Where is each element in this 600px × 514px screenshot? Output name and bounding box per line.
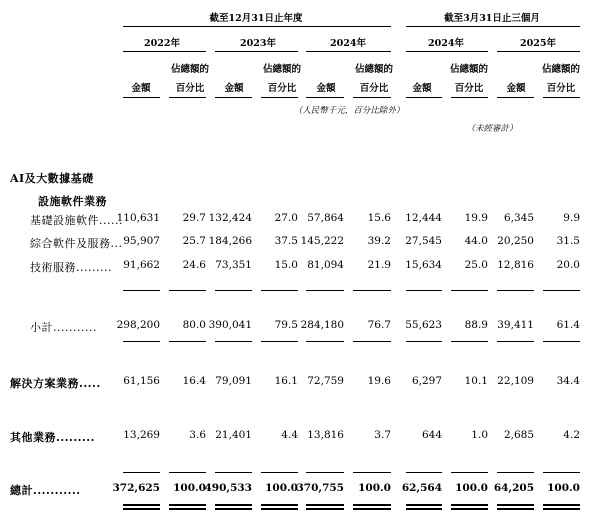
amount-header: 金額 [506, 83, 526, 94]
row-other-amount: 13,816 [307, 429, 344, 441]
total-double-rule [406, 504, 442, 506]
row-infrastructure-software-amount: 6,345 [503, 212, 534, 224]
row-technical-services-amount: 15,634 [405, 259, 442, 271]
col-rule [169, 97, 206, 98]
row-solutions-amount: 79,091 [215, 375, 252, 387]
row-technical-services-amount: 12,816 [497, 259, 534, 271]
total-top-rule [306, 472, 344, 473]
row-integrated-software-services-amount: 145,222 [300, 235, 344, 247]
row-solutions-amount: 6,297 [411, 375, 442, 387]
row-subtotal-amount: 39,411 [497, 319, 534, 331]
row-solutions-percentage: 10.1 [464, 375, 488, 387]
annual-period-rule [123, 26, 391, 27]
row-solutions-percentage: 16.4 [182, 375, 206, 387]
row-subtotal-percentage: 61.4 [556, 319, 580, 331]
total-top-rule [353, 472, 391, 473]
pct-header-line2: 百分比 [546, 83, 576, 94]
total-top-rule [261, 472, 298, 473]
subtotal-bottom-rule [261, 341, 298, 342]
row-solutions-percentage: 16.1 [274, 375, 298, 387]
annual-period-header: 截至12月31日止年度 [209, 13, 303, 24]
col-rule [123, 97, 160, 98]
row-integrated-software-services-percentage: 37.5 [274, 235, 298, 247]
row-technical-services-label: 技術服務......... [30, 261, 112, 274]
row-integrated-software-services-amount: 95,907 [123, 235, 160, 247]
row-integrated-software-services-percentage: 44.0 [464, 235, 488, 247]
total-double-rule [169, 508, 206, 510]
year-rule-2024-q1 [406, 51, 488, 52]
row-subtotal-percentage: 79.5 [274, 319, 298, 331]
row-solutions-percentage: 19.6 [367, 375, 391, 387]
row-subtotal-amount: 55,623 [405, 319, 442, 331]
total-top-rule [169, 472, 206, 473]
col-rule [497, 97, 534, 98]
row-subtotal-percentage: 80.0 [182, 319, 206, 331]
row-technical-services-percentage: 25.0 [464, 259, 488, 271]
row-technical-services-percentage: 20.0 [556, 259, 580, 271]
total-top-rule [543, 472, 580, 473]
col-rule [406, 97, 442, 98]
total-double-rule [261, 504, 298, 506]
subtotal-top-rule [169, 290, 206, 291]
row-subtotal-percentage: 88.9 [464, 319, 488, 331]
pct-header-line1: 佔總額的 [262, 64, 302, 75]
subtotal-bottom-rule [123, 341, 160, 342]
row-infrastructure-software-amount: 12,444 [405, 212, 442, 224]
row-other-label: 其他業務......... [10, 431, 95, 444]
total-top-rule [406, 472, 442, 473]
quarter-period-rule [406, 26, 580, 27]
total-double-rule [451, 508, 488, 510]
subtotal-bottom-rule [406, 341, 442, 342]
amount-header: 金額 [131, 83, 151, 94]
subtotal-top-rule [306, 290, 344, 291]
row-subtotal-amount: 298,200 [116, 319, 160, 331]
row-other-amount: 644 [421, 429, 442, 441]
year-header-2025-q1: 2025年 [520, 38, 556, 49]
total-double-rule [406, 508, 442, 510]
subtotal-top-rule [406, 290, 442, 291]
row-other-amount: 21,401 [215, 429, 252, 441]
row-integrated-software-services-percentage: 31.5 [556, 235, 580, 247]
amount-header: 金額 [224, 83, 244, 94]
row-technical-services-amount: 91,662 [123, 259, 160, 271]
year-rule-2022 [123, 51, 206, 52]
pct-header-line2: 百分比 [359, 83, 389, 94]
row-integrated-software-services-percentage: 39.2 [367, 235, 391, 247]
total-top-rule [451, 472, 488, 473]
row-integrated-software-services-amount: 27,545 [405, 235, 442, 247]
subtotal-top-rule [215, 290, 252, 291]
row-technical-services-percentage: 21.9 [367, 259, 391, 271]
row-infrastructure-software-percentage: 15.6 [367, 212, 391, 224]
row-other-percentage: 4.2 [563, 429, 580, 441]
subtotal-top-rule [353, 290, 391, 291]
row-integrated-software-services-amount: 184,266 [208, 235, 252, 247]
quarter-period-header: 截至3月31日止三個月 [444, 13, 540, 24]
row-infrastructure-software-amount: 57,864 [307, 212, 344, 224]
row-technical-services-percentage: 15.0 [274, 259, 298, 271]
amount-header: 金額 [316, 83, 336, 94]
row-other-percentage: 3.7 [374, 429, 391, 441]
subtotal-top-rule [543, 290, 580, 291]
total-double-rule [543, 504, 580, 506]
subtotal-bottom-rule [215, 341, 252, 342]
pct-header-line2: 百分比 [267, 83, 297, 94]
total-double-rule [353, 508, 391, 510]
row-other-percentage: 4.4 [281, 429, 298, 441]
row-technical-services-percentage: 24.6 [182, 259, 206, 271]
total-double-rule [306, 508, 344, 510]
subtotal-bottom-rule [306, 341, 344, 342]
row-total-percentage: 100.0 [455, 482, 488, 494]
total-double-rule [123, 504, 160, 506]
subtotal-top-rule [123, 290, 160, 291]
total-double-rule [215, 508, 252, 510]
row-total-percentage: 100.0 [173, 482, 206, 494]
col-rule [215, 97, 252, 98]
total-double-rule [215, 504, 252, 506]
year-header-2023: 2023年 [240, 38, 276, 49]
subtotal-top-rule [261, 290, 298, 291]
unit-note: （人民幣千元，百分比除外） [293, 106, 405, 116]
row-technical-services-amount: 81,094 [307, 259, 344, 271]
row-total-amount: 490,533 [204, 482, 252, 494]
row-solutions-percentage: 34.4 [556, 375, 580, 387]
subtotal-bottom-rule [353, 341, 391, 342]
section-title: AI及大數據基礎 [10, 172, 94, 185]
row-integrated-software-services-amount: 20,250 [497, 235, 534, 247]
subtotal-top-rule [497, 290, 534, 291]
row-infrastructure-software-label: 基礎設施軟件...... [30, 214, 123, 227]
col-rule [543, 97, 580, 98]
pct-header-line2: 百分比 [454, 83, 484, 94]
subtotal-bottom-rule [543, 341, 580, 342]
row-solutions-amount: 72,759 [307, 375, 344, 387]
pct-header-line1: 佔總額的 [170, 64, 210, 75]
subtotal-bottom-rule [451, 341, 488, 342]
row-subtotal-amount: 284,180 [300, 319, 344, 331]
pct-header-line1: 佔總額的 [354, 64, 394, 75]
row-subtotal-percentage: 76.7 [367, 319, 391, 331]
pct-header-line2: 百分比 [175, 83, 205, 94]
section-title-continued: 設施軟件業務 [38, 195, 107, 208]
total-double-rule [451, 504, 488, 506]
row-solutions-label: 解決方案業務..... [10, 377, 101, 390]
total-double-rule [123, 508, 160, 510]
row-solutions-amount: 22,109 [497, 375, 534, 387]
year-rule-2023 [215, 51, 298, 52]
row-infrastructure-software-amount: 132,424 [208, 212, 252, 224]
subtotal-top-rule [451, 290, 488, 291]
row-other-percentage: 3.6 [189, 429, 206, 441]
row-infrastructure-software-percentage: 9.9 [563, 212, 580, 224]
total-double-rule [261, 508, 298, 510]
col-rule [261, 97, 298, 98]
total-double-rule [543, 508, 580, 510]
row-infrastructure-software-percentage: 27.0 [274, 212, 298, 224]
total-top-rule [215, 472, 252, 473]
row-total-percentage: 100.0 [265, 482, 298, 494]
row-solutions-amount: 61,156 [123, 375, 160, 387]
total-double-rule [306, 504, 344, 506]
pct-header-line1: 佔總額的 [449, 64, 489, 75]
year-header-2024: 2024年 [330, 38, 366, 49]
year-rule-2025-q1 [497, 51, 580, 52]
col-rule [353, 97, 391, 98]
row-infrastructure-software-amount: 110,631 [116, 212, 160, 224]
row-total-amount: 64,205 [493, 482, 534, 494]
row-integrated-software-services-percentage: 25.7 [182, 235, 206, 247]
row-infrastructure-software-percentage: 19.9 [464, 212, 488, 224]
col-rule [451, 97, 488, 98]
row-technical-services-amount: 73,351 [215, 259, 252, 271]
row-infrastructure-software-percentage: 29.7 [182, 212, 206, 224]
row-total-amount: 372,625 [112, 482, 160, 494]
row-total-percentage: 100.0 [547, 482, 580, 494]
row-total-percentage: 100.0 [358, 482, 391, 494]
year-rule-2024 [306, 51, 391, 52]
row-subtotal-label: 小計........... [30, 321, 97, 334]
total-double-rule [497, 508, 534, 510]
col-rule [306, 97, 344, 98]
total-double-rule [169, 504, 206, 506]
row-other-percentage: 1.0 [471, 429, 488, 441]
row-total-amount: 62,564 [401, 482, 442, 494]
amount-header: 金額 [412, 83, 432, 94]
row-total-amount: 370,755 [296, 482, 344, 494]
subtotal-bottom-rule [497, 341, 534, 342]
subtotal-bottom-rule [169, 341, 206, 342]
total-top-rule [497, 472, 534, 473]
total-top-rule [123, 472, 160, 473]
total-double-rule [353, 504, 391, 506]
row-subtotal-amount: 390,041 [208, 319, 252, 331]
row-other-amount: 2,685 [503, 429, 534, 441]
total-double-rule [497, 504, 534, 506]
year-header-2022: 2022年 [144, 38, 180, 49]
year-header-2024-q1: 2024年 [428, 38, 464, 49]
row-other-amount: 13,269 [123, 429, 160, 441]
pct-header-line1: 佔總額的 [541, 64, 581, 75]
row-integrated-software-services-label: 綜合軟件及服務... [30, 237, 123, 250]
unaudited-note: （未經審計） [466, 124, 518, 134]
row-total-label: 總計........... [10, 484, 81, 497]
